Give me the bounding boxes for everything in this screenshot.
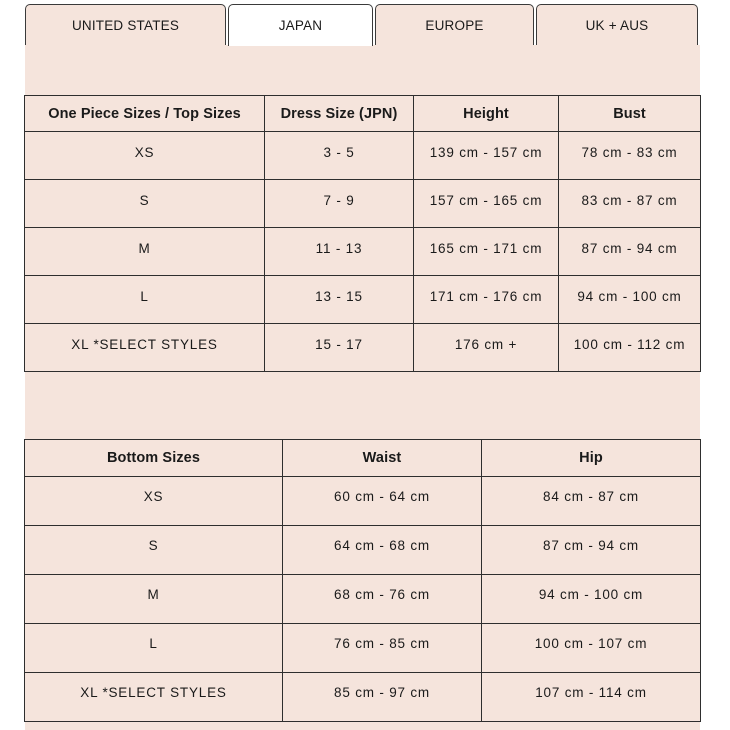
waist-cell: 68 cm - 76 cm xyxy=(283,575,482,624)
size-cell: S xyxy=(25,180,265,228)
table-row xyxy=(25,132,701,180)
waist-cell: 85 cm - 97 cm xyxy=(283,673,482,722)
height-cell: 165 cm - 171 cm xyxy=(414,228,559,276)
dress-size-cell: 3 - 5 xyxy=(265,132,414,180)
size-cell: M xyxy=(25,575,283,624)
table-row xyxy=(25,228,701,276)
header-bottom-sizes: Bottom Sizes xyxy=(25,440,283,477)
hip-cell: 94 cm - 100 cm xyxy=(482,575,701,624)
size-cell: L xyxy=(25,276,265,324)
bust-cell: 87 cm - 94 cm xyxy=(559,228,701,276)
table-row xyxy=(25,180,701,228)
dress-size-cell: 15 - 17 xyxy=(265,324,414,372)
hip-cell: 107 cm - 114 cm xyxy=(482,673,701,722)
dress-size-cell: 13 - 15 xyxy=(265,276,414,324)
tab-uk-aus[interactable]: UK + AUS xyxy=(536,4,698,45)
bust-cell: 78 cm - 83 cm xyxy=(559,132,701,180)
table-row xyxy=(25,575,701,624)
table-row xyxy=(25,477,701,526)
header-dress-size: Dress Size (JPN) xyxy=(265,96,414,132)
header-one-piece-top-sizes: One Piece Sizes / Top Sizes xyxy=(25,96,265,132)
bust-cell: 100 cm - 112 cm xyxy=(559,324,701,372)
size-cell: M xyxy=(25,228,265,276)
waist-cell: 76 cm - 85 cm xyxy=(283,624,482,673)
bust-cell: 83 cm - 87 cm xyxy=(559,180,701,228)
table-row xyxy=(25,673,701,722)
hip-cell: 84 cm - 87 cm xyxy=(482,477,701,526)
size-cell: XL *SELECT STYLES xyxy=(25,324,265,372)
hip-cell: 100 cm - 107 cm xyxy=(482,624,701,673)
dress-size-cell: 7 - 9 xyxy=(265,180,414,228)
header-height: Height xyxy=(414,96,559,132)
size-cell: XS xyxy=(25,132,265,180)
header-hip: Hip xyxy=(482,440,701,477)
waist-cell: 64 cm - 68 cm xyxy=(283,526,482,575)
table-row xyxy=(25,526,701,575)
header-waist: Waist xyxy=(283,440,482,477)
top-size-table xyxy=(24,95,701,372)
size-cell: L xyxy=(25,624,283,673)
tab-united-states[interactable]: UNITED STATES xyxy=(25,4,226,45)
size-cell: S xyxy=(25,526,283,575)
size-cell: XL *SELECT STYLES xyxy=(25,673,283,722)
tab-europe[interactable]: EUROPE xyxy=(375,4,534,45)
dress-size-cell: 11 - 13 xyxy=(265,228,414,276)
table-header-row xyxy=(25,96,701,132)
height-cell: 171 cm - 176 cm xyxy=(414,276,559,324)
height-cell: 176 cm + xyxy=(414,324,559,372)
bottom-size-table xyxy=(24,439,701,722)
region-tabs xyxy=(0,0,730,46)
table-header-row xyxy=(25,440,701,477)
height-cell: 157 cm - 165 cm xyxy=(414,180,559,228)
bust-cell: 94 cm - 100 cm xyxy=(559,276,701,324)
table-row xyxy=(25,624,701,673)
hip-cell: 87 cm - 94 cm xyxy=(482,526,701,575)
table-row xyxy=(25,276,701,324)
height-cell: 139 cm - 157 cm xyxy=(414,132,559,180)
header-bust: Bust xyxy=(559,96,701,132)
waist-cell: 60 cm - 64 cm xyxy=(283,477,482,526)
tab-japan[interactable]: JAPAN xyxy=(228,4,373,46)
size-cell: XS xyxy=(25,477,283,526)
table-row xyxy=(25,324,701,372)
